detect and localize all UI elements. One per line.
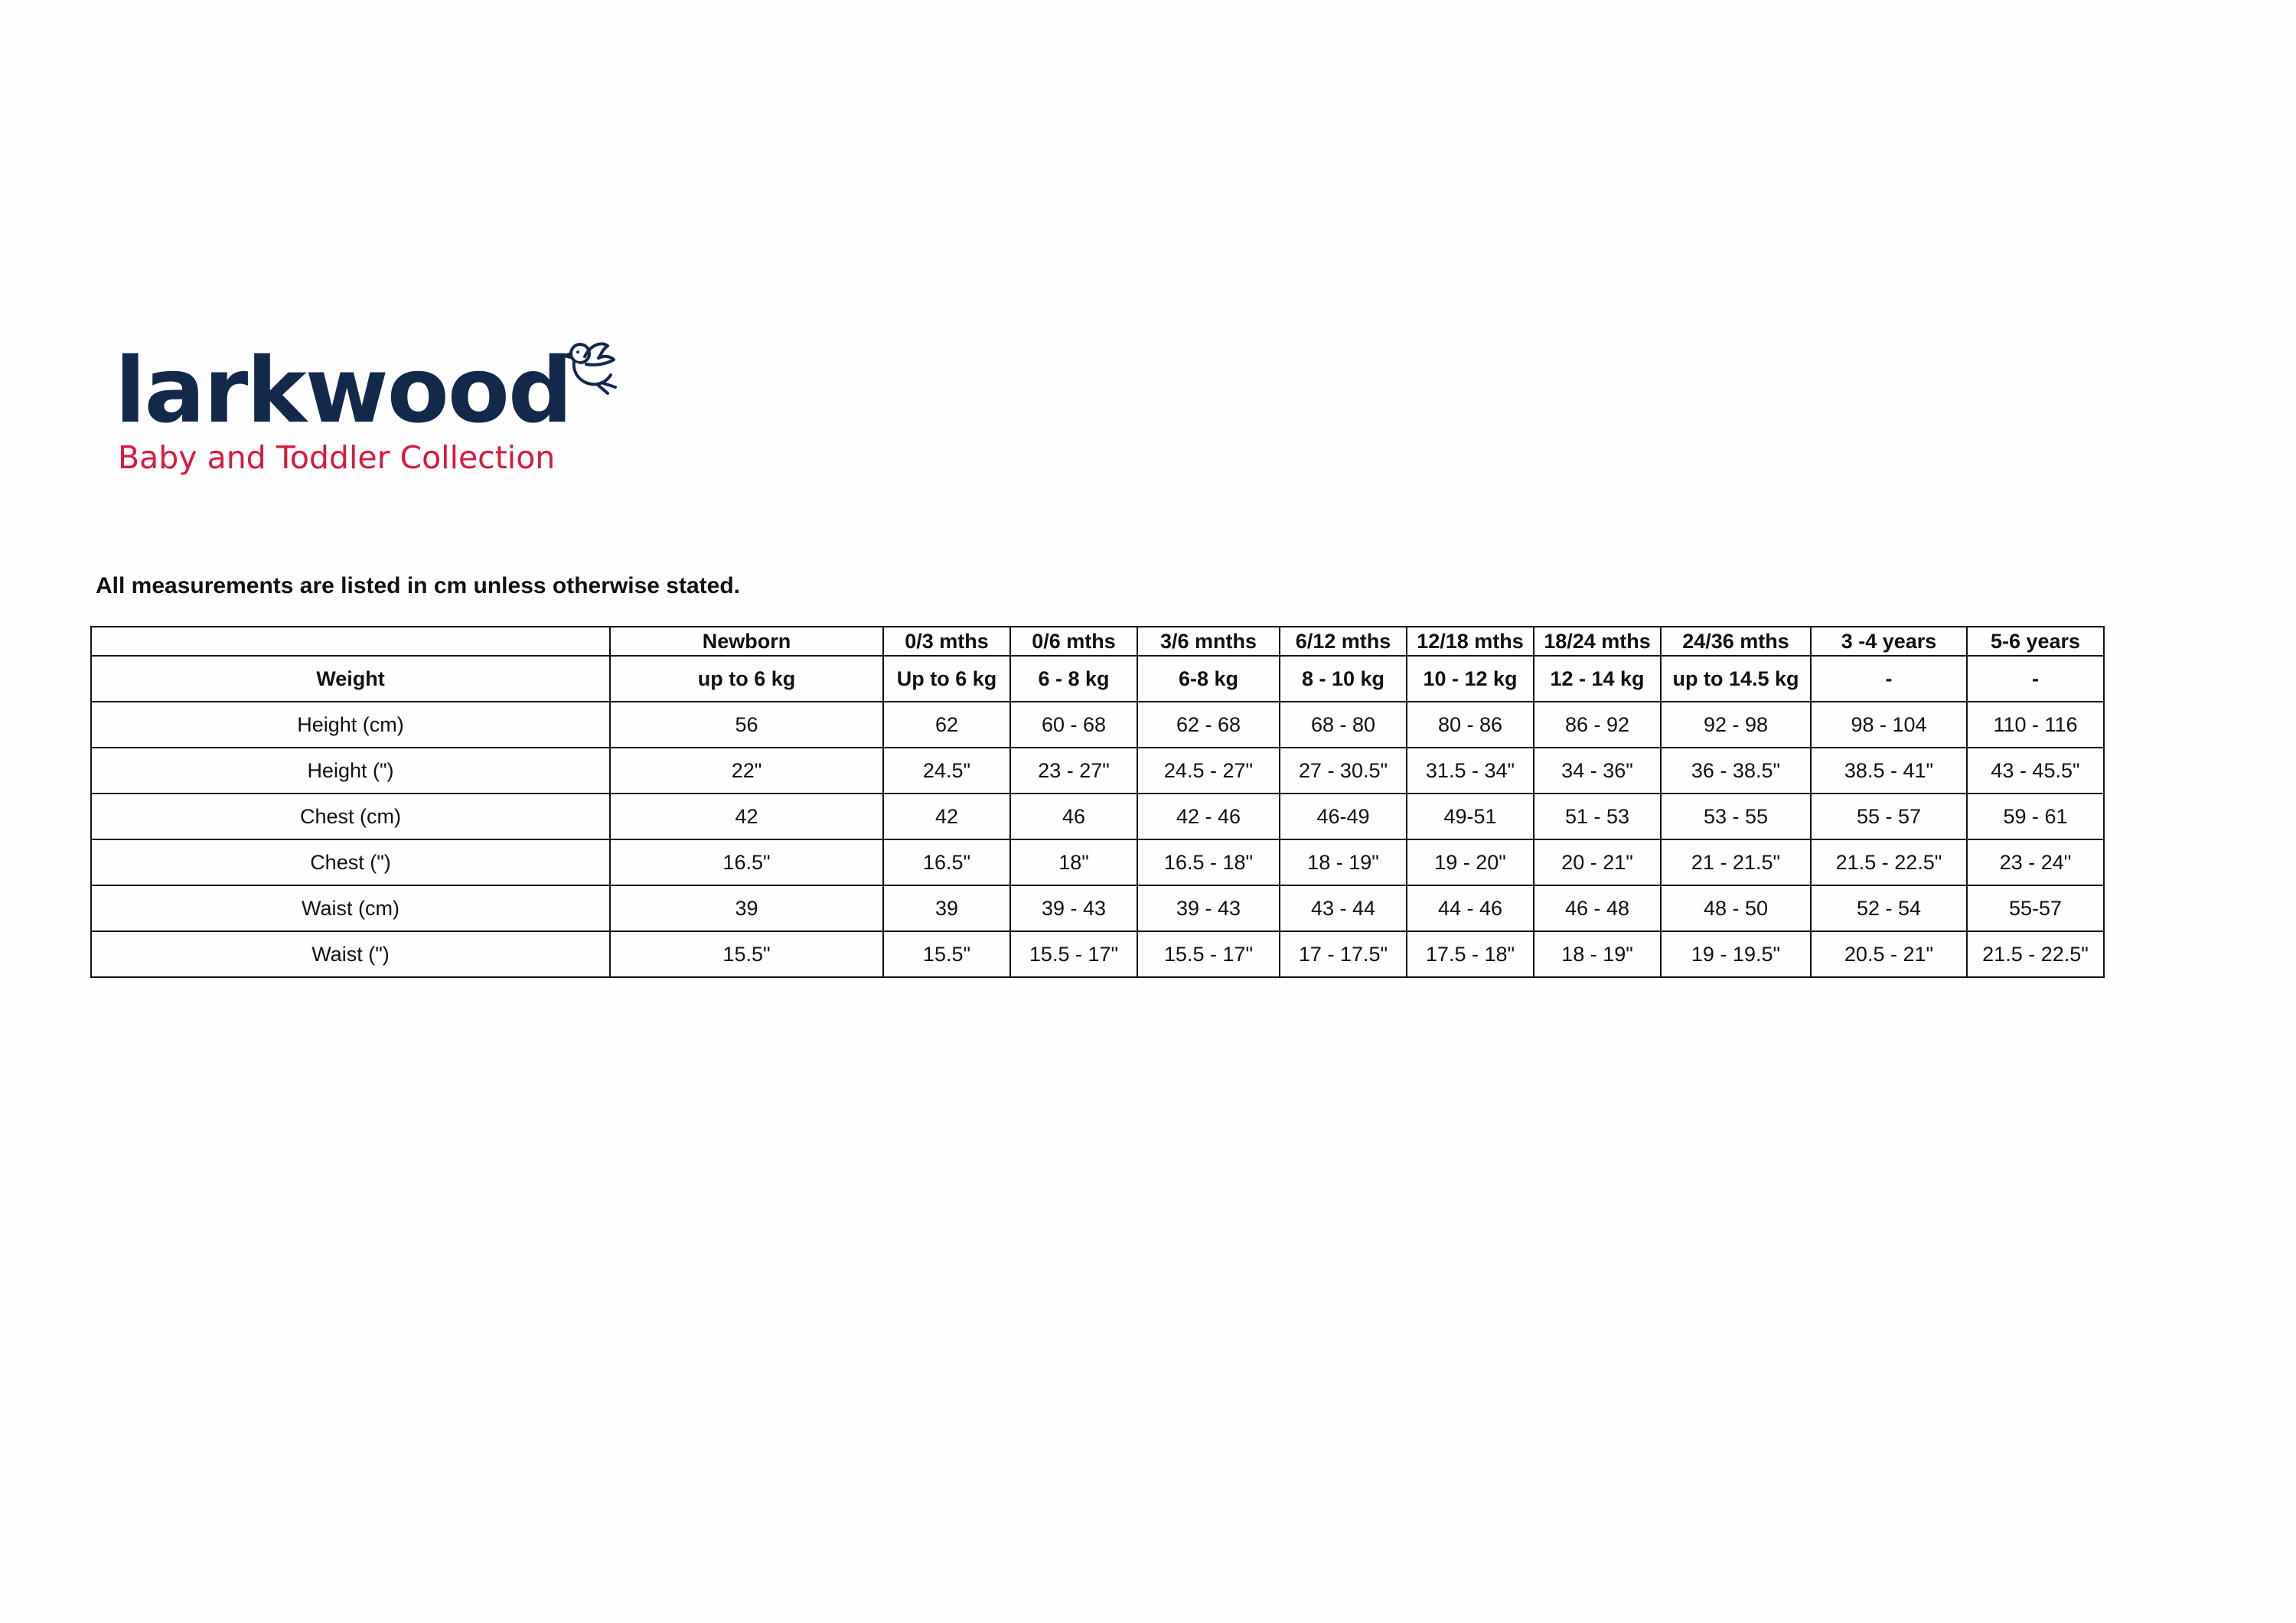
table-row [91, 931, 2104, 977]
table-cell: 55 - 57 [1811, 794, 1967, 839]
table-cell: 110 - 116 [1967, 702, 2104, 748]
table-cell: 43 - 44 [1280, 885, 1407, 931]
table-cell: 18" [1010, 839, 1137, 885]
measurement-note: All measurements are listed in cm unless otherwise stated. [96, 573, 740, 598]
table-cell: up to 6 kg [610, 656, 883, 702]
table-cell: Up to 6 kg [883, 656, 1010, 702]
row-label: Waist (cm) [91, 885, 610, 931]
table-cell: 36 - 38.5" [1661, 748, 1811, 794]
table-cell: 20.5 - 21" [1811, 931, 1967, 977]
table-cell: 21.5 - 22.5" [1967, 931, 2104, 977]
table-cell: 42 - 46 [1137, 794, 1280, 839]
table-cell: 68 - 80 [1280, 702, 1407, 748]
table-cell: 42 [610, 794, 883, 839]
size-column-header: 5-6 years [1967, 627, 2104, 656]
table-cell: 16.5 - 18" [1137, 839, 1280, 885]
table-cell: 62 - 68 [1137, 702, 1280, 748]
table-cell: 39 - 43 [1010, 885, 1137, 931]
table-cell: 38.5 - 41" [1811, 748, 1967, 794]
size-column-header: 6/12 mths [1280, 627, 1407, 656]
table-cell: 15.5" [883, 931, 1010, 977]
size-column-header: 3/6 mnths [1137, 627, 1280, 656]
table-cell: 19 - 20" [1407, 839, 1534, 885]
size-header-row [91, 627, 2104, 656]
row-label: Height (") [91, 748, 610, 794]
table-cell: 15.5" [610, 931, 883, 977]
table-cell: 23 - 27" [1010, 748, 1137, 794]
size-column-header: 24/36 mths [1661, 627, 1811, 656]
brand-logo [115, 337, 620, 482]
brand-name: larkwood [115, 337, 572, 443]
size-column-header: 12/18 mths [1407, 627, 1534, 656]
table-cell: 16.5" [883, 839, 1010, 885]
table-cell: 60 - 68 [1010, 702, 1137, 748]
table-cell: 92 - 98 [1661, 702, 1811, 748]
brand-tagline: Baby and Toddler Collection [118, 439, 556, 476]
bird-icon [557, 337, 621, 398]
table-cell: 18 - 19" [1534, 931, 1661, 977]
table-cell: 39 [610, 885, 883, 931]
table-cell: 46-49 [1280, 794, 1407, 839]
table-cell: 62 [883, 702, 1010, 748]
table-cell: 12 - 14 kg [1534, 656, 1661, 702]
table-cell: 49-51 [1407, 794, 1534, 839]
table-cell: 39 [883, 885, 1010, 931]
table-cell: 55-57 [1967, 885, 2104, 931]
table-cell: 43 - 45.5" [1967, 748, 2104, 794]
table-cell: 8 - 10 kg [1280, 656, 1407, 702]
table-cell: 17.5 - 18" [1407, 931, 1534, 977]
table-cell: 15.5 - 17" [1137, 931, 1280, 977]
table-cell: 6-8 kg [1137, 656, 1280, 702]
row-label: Height (cm) [91, 702, 610, 748]
header-corner-cell [91, 627, 610, 656]
table-cell: 22" [610, 748, 883, 794]
table-cell: - [1811, 656, 1967, 702]
table-cell: 59 - 61 [1967, 794, 2104, 839]
table-cell: 56 [610, 702, 883, 748]
size-column-header: 18/24 mths [1534, 627, 1661, 656]
table-row [91, 702, 2104, 748]
table-cell: 24.5" [883, 748, 1010, 794]
table-cell: 46 - 48 [1534, 885, 1661, 931]
table-cell: 53 - 55 [1661, 794, 1811, 839]
table-cell: 34 - 36" [1534, 748, 1661, 794]
table-cell: 23 - 24" [1967, 839, 2104, 885]
table-row [91, 839, 2104, 885]
table-cell: 39 - 43 [1137, 885, 1280, 931]
table-cell: 18 - 19" [1280, 839, 1407, 885]
table-row [91, 748, 2104, 794]
table-cell: 52 - 54 [1811, 885, 1967, 931]
size-column-header: 0/6 mths [1010, 627, 1137, 656]
row-label: Chest (") [91, 839, 610, 885]
table-cell: 24.5 - 27" [1137, 748, 1280, 794]
table-row [91, 885, 2104, 931]
table-cell: 10 - 12 kg [1407, 656, 1534, 702]
table-cell: 98 - 104 [1811, 702, 1967, 748]
table-cell: 48 - 50 [1661, 885, 1811, 931]
table-cell: 6 - 8 kg [1010, 656, 1137, 702]
table-cell: 17 - 17.5" [1280, 931, 1407, 977]
table-cell: 27 - 30.5" [1280, 748, 1407, 794]
table-row [91, 794, 2104, 839]
table-cell: 16.5" [610, 839, 883, 885]
row-label: Waist (") [91, 931, 610, 977]
table-cell: 19 - 19.5" [1661, 931, 1811, 977]
table-cell: up to 14.5 kg [1661, 656, 1811, 702]
size-column-header: 0/3 mths [883, 627, 1010, 656]
table-cell: 15.5 - 17" [1010, 931, 1137, 977]
size-column-header: 3 -4 years [1811, 627, 1967, 656]
table-cell: 51 - 53 [1534, 794, 1661, 839]
table-cell: 46 [1010, 794, 1137, 839]
table-cell: - [1967, 656, 2104, 702]
size-chart-table [90, 626, 2105, 978]
row-label: Weight [91, 656, 610, 702]
table-cell: 31.5 - 34" [1407, 748, 1534, 794]
table-cell: 86 - 92 [1534, 702, 1661, 748]
weight-row [91, 656, 2104, 702]
table-cell: 42 [883, 794, 1010, 839]
table-cell: 20 - 21" [1534, 839, 1661, 885]
table-cell: 80 - 86 [1407, 702, 1534, 748]
size-column-header: Newborn [610, 627, 883, 656]
table-cell: 21 - 21.5" [1661, 839, 1811, 885]
table-cell: 21.5 - 22.5" [1811, 839, 1967, 885]
row-label: Chest (cm) [91, 794, 610, 839]
table-cell: 44 - 46 [1407, 885, 1534, 931]
